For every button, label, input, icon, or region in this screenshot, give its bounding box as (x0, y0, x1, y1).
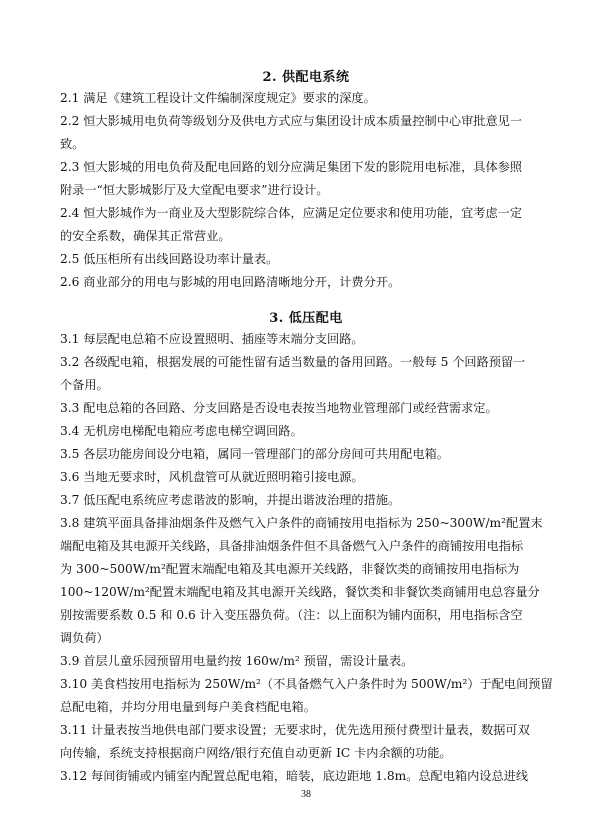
paragraph-line: 3.2 各级配电箱，根据发展的可能性留有适当数量的备用回路。一般每 5 个回路预留一 (60, 355, 526, 369)
paragraph-line: 致。 (60, 137, 85, 151)
paragraph-line: 100~120W/m²配置末端配电箱及其电源开关线路，餐饮类和非餐饮类商铺用电总容量分 (60, 585, 540, 599)
paragraph-line: 向传输，系统支持根据商户网络/银行充值自动更新 IC 卡内余额的功能。 (60, 746, 452, 760)
paragraph-line: 总配电箱，并均分用电量到每户美食档配电箱。 (60, 700, 316, 714)
paragraph-line: 3.5 各层功能房间设分电箱，属同一管理部门的部分房间可共用配电箱。 (60, 447, 449, 461)
paragraph-line: 2.1 满足《建筑工程设计文件编制深度规定》要求的深度。 (60, 91, 376, 105)
paragraph-line: 为 300~500W/m²配置末端配电箱及其电源开关线路，非餐饮类的商铺按用电指标为 (60, 562, 520, 576)
paragraph-line: 调负荷） (60, 631, 109, 645)
paragraph-line: 附录一“恒大影城影厅及大堂配电要求”进行设计。 (60, 183, 329, 197)
paragraph-line: 3.3 配电总箱的各回路、分支回路是否设电表按当地物业管理部门或经营需求定。 (60, 401, 498, 415)
paragraph-line: 2.3 恒大影城的用电负荷及配电回路的划分应满足集团下发的影院用电标准，具体参照 (60, 160, 523, 174)
section-heading-power-supply: 2. 供配电系统 (262, 70, 350, 85)
paragraph-line: 3.12 每间街铺或内铺室内配置总配电箱，暗装，底边距地 1.8m。总配电箱内设总进线 (60, 769, 529, 783)
paragraph-line: 别按需要系数 0.5 和 0.6 计入变压器负荷。（注：以上面积为铺内面积，用电指标含空 (60, 608, 523, 622)
paragraph-line: 2.6 商业部分的用电与影城的用电回路清晰地分开，计费分开。 (60, 275, 401, 289)
page-number: 38 (301, 789, 311, 800)
paragraph-line: 3.10 美食档按用电指标为 250W/m²（不具备燃气入户条件时为 500W/m²）于配电间预留 (60, 677, 553, 691)
paragraph-line: 3.4 无机房电梯配电箱应考虑电梯空调回路。 (60, 424, 303, 438)
paragraph-line: 3.1 每层配电总箱不应设置照明、插座等末端分支回路。 (60, 332, 364, 346)
paragraph-line: 2.5 低压柜所有出线回路设功率计量表。 (60, 252, 279, 266)
paragraph-line: 个备用。 (60, 378, 109, 392)
paragraph-line: 端配电箱及其电源开关线路，具备排油烟条件但不具备燃气入户条件的商铺按用电指标 (60, 539, 524, 553)
paragraph-line: 3.9 首层儿童乐园预留用电量约按 160w/m² 预留，需设计量表。 (60, 654, 414, 668)
paragraph-line: 3.11 计量表按当地供电部门要求设置；无要求时，优先选用预付费型计量表，数据可双 (60, 723, 530, 737)
section-heading-low-voltage: 3. 低压配电 (269, 311, 343, 326)
paragraph-line: 3.8 建筑平面具备排油烟条件及燃气入户条件的商铺按用电指标为 250~300W/m²配置末 (60, 516, 543, 530)
paragraph-line: 3.6 当地无要求时，风机盘管可从就近照明箱引接电源。 (60, 470, 364, 484)
paragraph-line: 2.2 恒大影城用电负荷等级划分及供电方式应与集团设计成本质量控制中心审批意见一 (60, 114, 523, 128)
paragraph-line: 2.4 恒大影城作为一商业及大型影院综合体，应满足定位要求和使用功能，宜考虑一定 (60, 206, 523, 220)
paragraph-line: 3.7 低压配电系统应考虑谐波的影响，并提出谐波治理的措施。 (60, 493, 401, 507)
paragraph-line: 的安全系数，确保其正常营业。 (60, 229, 231, 243)
